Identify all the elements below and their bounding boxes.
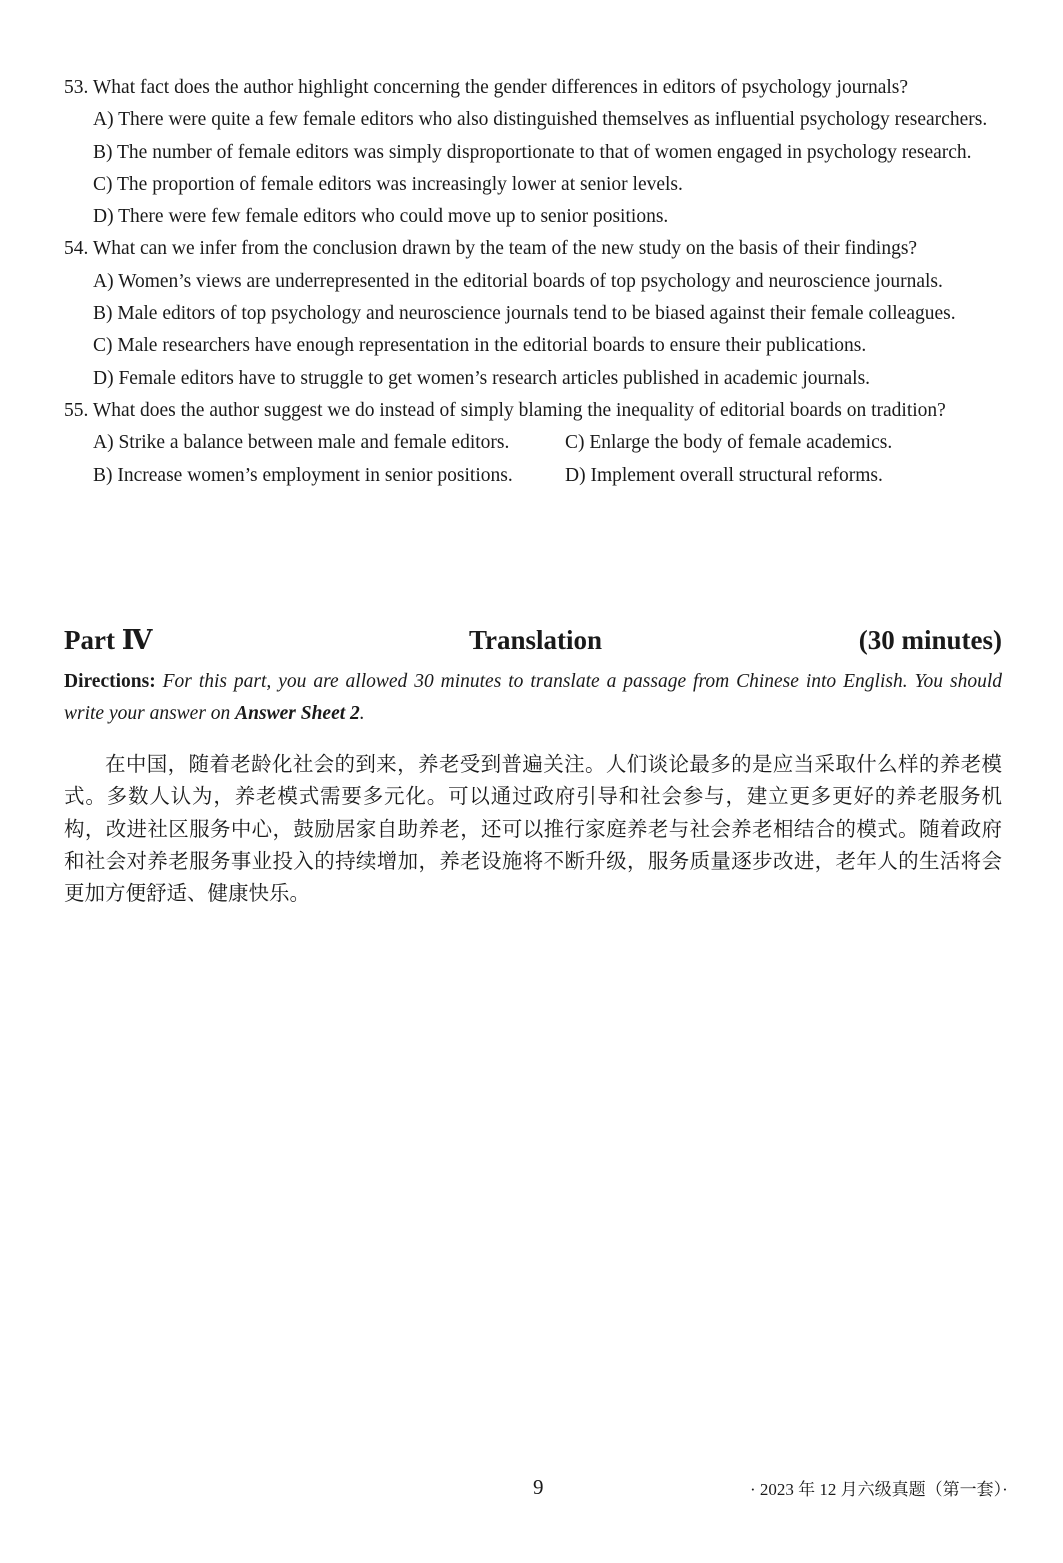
- exam-source: · 2023 年 12 月六级真题（第一套）·: [750, 1480, 1008, 1499]
- question-54-option-b: B) Male editors of top psychology and neuroscience journals tend to be biased against their female colleagues.: [93, 303, 956, 325]
- question-55-option-c: C) Enlarge the body of female academics.: [565, 432, 893, 454]
- part-time: (30 minutes): [858, 625, 1002, 655]
- question-53-stem: 53. What fact does the author highlight concerning the gender differences in editors of psychology journals?: [64, 77, 909, 98]
- question-54-option-a: A) Women’s views are underrepresented in the editorial boards of top psychology and neuroscience journals.: [93, 270, 943, 292]
- question-53-option-a: A) There were quite a few female editors who also distinguished themselves as influential psychology researchers.: [93, 109, 988, 131]
- part-label: Part Ⅳ: [64, 625, 153, 655]
- question-55-stem: 55. What does the author suggest we do instead of simply blaming the inequality of editorial boards on tradition?: [64, 399, 946, 421]
- question-55-option-d: D) Implement overall structural reforms.: [565, 464, 883, 486]
- question-54-option-d: D) Female editors have to struggle to get women’s research articles published in academic journals.: [93, 367, 871, 389]
- page-number: 9: [533, 1475, 544, 1499]
- directions-end: .: [359, 703, 365, 724]
- question-53-option-b: B) The number of female editors was simply disproportionate to that of women engaged in psychology research.: [93, 141, 972, 163]
- part-heading: [64, 625, 1002, 656]
- question-53-option-d: D) There were few female editors who could move up to senior positions.: [93, 206, 669, 228]
- answer-sheet-ref: Answer Sheet 2: [235, 703, 360, 724]
- part-title: Translation: [469, 625, 603, 655]
- chinese-passage: 在中国，随着老龄化社会的到来，养老受到普遍关注。人们谈论最多的是应当采取什么样的养老模式。多数人认为，养老模式需要多元化。可以通过政府引导和社会参与，建立更多更好的养老服务机构，改进社区服务中心，鼓励居家自助养老，还可以推行家庭养老与社会养老相结合的模式。随着政府和社会对养老服务事业投入的持续增加，养老设施将不断升级，服务质量逐步改进，老年人的生活将会更加方便舒适、健康快乐。: [64, 752, 1002, 906]
- question-55-option-b: B) Increase women’s employment in senior positions.: [93, 464, 513, 486]
- question-54-option-c: C) Male researchers have enough representation in the editorial boards to ensure their publications.: [93, 335, 867, 357]
- question-55-option-a: A) Strike a balance between male and female editors.: [93, 432, 510, 454]
- directions: [64, 666, 1002, 730]
- questions-section: [64, 72, 1004, 492]
- question-54-stem: 54. What can we infer from the conclusion drawn by the team of the new study on the basis of their findings?: [64, 238, 918, 260]
- question-53-option-c: C) The proportion of female editors was increasingly lower at senior levels.: [93, 173, 683, 195]
- directions-text: For this part, you are allowed 30 minutes to translate a passage from Chinese into English. You should write your answer on: [64, 671, 1002, 724]
- directions-label: Directions:: [64, 671, 156, 692]
